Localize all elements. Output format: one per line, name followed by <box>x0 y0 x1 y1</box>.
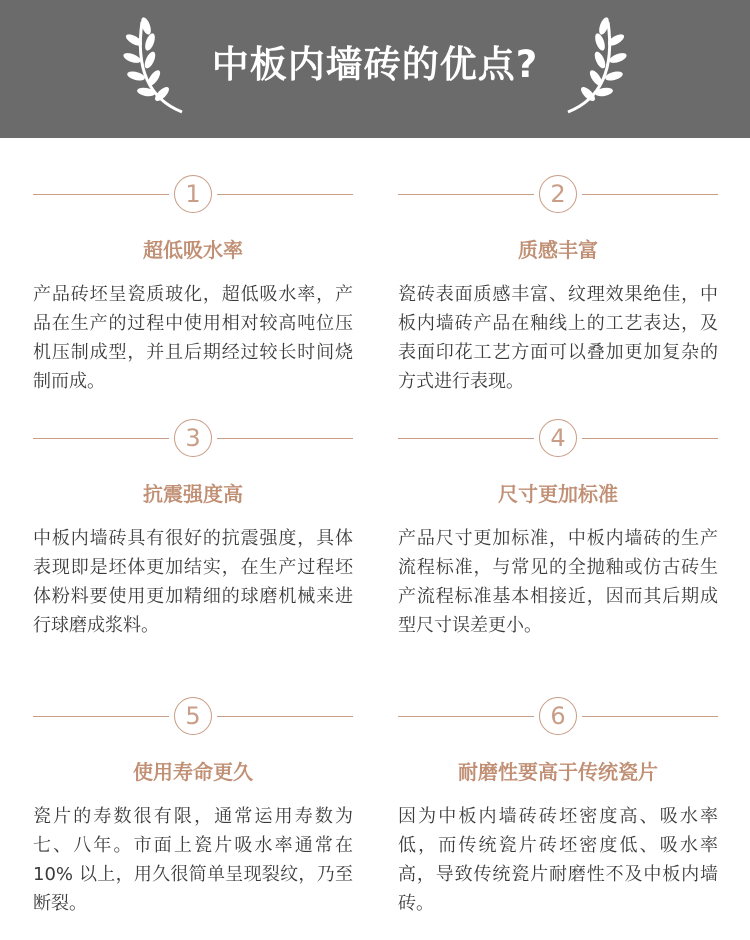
divider-line <box>398 438 534 439</box>
number-badge: 1 <box>174 175 212 213</box>
divider-line <box>582 194 718 195</box>
divider-line <box>217 438 353 439</box>
card-text: 因为中板内墙砖砖坯密度高、吸水率低，而传统瓷片砖坯密度低、吸水率高，导致传统瓷片耐磨性不及中板内墙砖。 <box>398 806 718 914</box>
divider-line <box>217 194 353 195</box>
card-heading: 超低吸水率 <box>143 238 243 262</box>
number-badge: 3 <box>174 419 212 457</box>
divider-line <box>217 716 353 717</box>
laurel-branch-right-icon <box>558 12 628 122</box>
divider-line <box>33 438 169 439</box>
card-text: 产品尺寸更加标准，中板内墙砖的生产流程标准，与常见的全抛釉或仿古砖生产流程标准基本相接近，因而其后期成型尺寸误差更小。 <box>398 528 718 636</box>
divider-line <box>33 194 169 195</box>
number-badge: 5 <box>174 697 212 735</box>
card-heading: 抗震强度高 <box>143 482 243 506</box>
card-heading: 耐磨性要高于传统瓷片 <box>458 760 658 784</box>
divider-line <box>398 716 534 717</box>
divider-line <box>582 438 718 439</box>
number-badge: 2 <box>539 175 577 213</box>
card-text: 瓷片的寿数很有限，通常运用寿数为七、八年。市面上瓷片吸水率通常在 10% 以上，用久很简单呈现裂纹，乃至断裂。 <box>33 806 353 914</box>
header-banner <box>0 0 750 138</box>
divider-line <box>33 716 169 717</box>
card-text: 瓷砖表面质感丰富、纹理效果绝佳，中板内墙砖产品在釉线上的工艺表达，及表面印花工艺方面可以叠加更加复杂的方式进行表现。 <box>398 284 718 392</box>
card-heading: 使用寿命更久 <box>133 760 253 784</box>
card-text: 中板内墙砖具有很好的抗震强度，具体表现即是坯体更加结实，在生产过程坯体粉料要使用更加精细的球磨机械来进行球磨成浆料。 <box>33 528 353 636</box>
card-text: 产品砖坯呈瓷质玻化，超低吸水率，产品在生产的过程中使用相对较高吨位压机压制成型，并且后期经过较长时间烧制而成。 <box>33 284 353 392</box>
card-heading: 尺寸更加标准 <box>498 482 618 506</box>
card-heading: 质感丰富 <box>518 238 598 262</box>
page-title: 中板内墙砖的优点? <box>211 43 539 86</box>
divider-line <box>582 716 718 717</box>
number-badge: 6 <box>539 697 577 735</box>
divider-line <box>398 194 534 195</box>
number-badge: 4 <box>539 419 577 457</box>
